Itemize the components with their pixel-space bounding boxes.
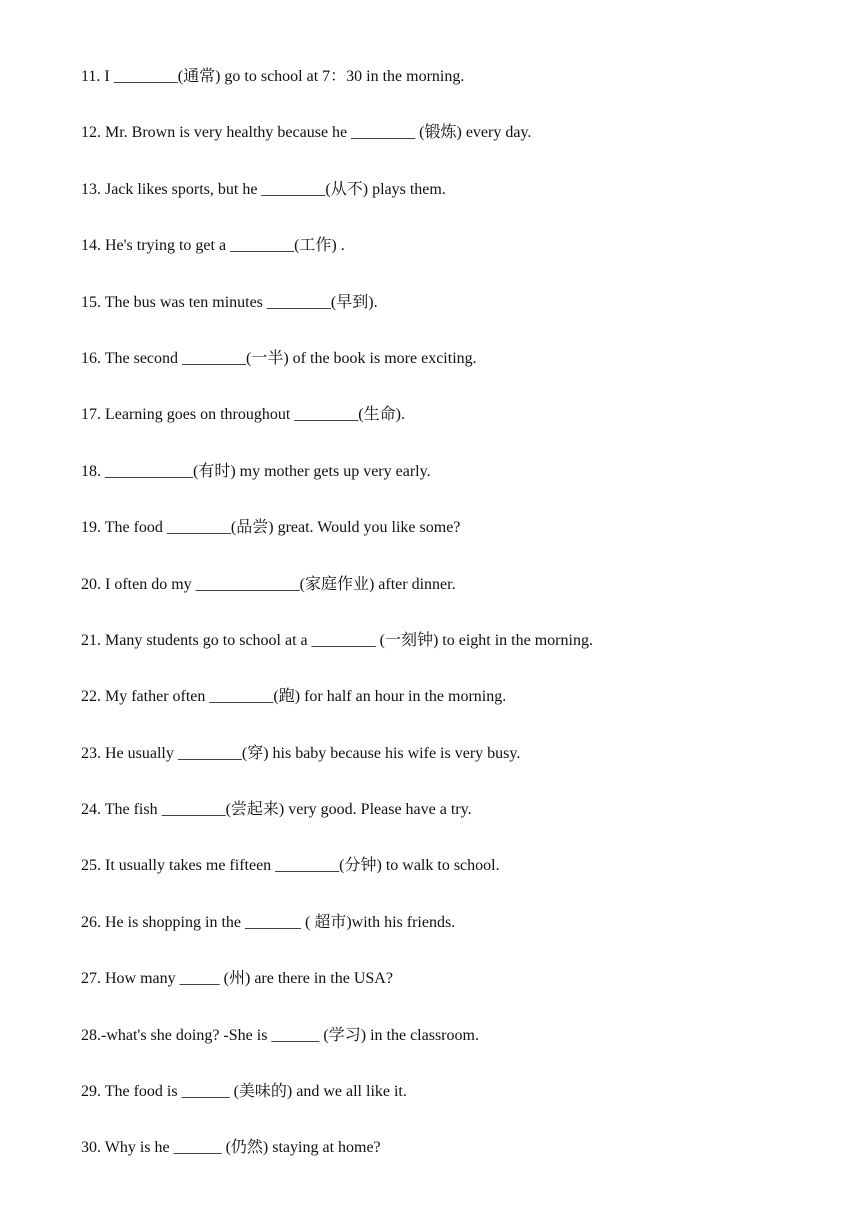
question-18: 18. ___________(有时) my mother gets up very early. (81, 462, 431, 480)
question-22: 22. My father often ________(跑) for half an hour in the morning. (81, 688, 507, 706)
question-11: 11. I ________(通常) go to school at 7：30 in the morning. (81, 68, 465, 85)
question-27: 27. How many _____ (州) are there in the USA? (81, 970, 393, 988)
question-17: 17. Learning goes on throughout ________(生命). (81, 406, 405, 424)
question-16: 16. The second ________(一半) of the book is more exciting. (81, 349, 477, 367)
question-23: 23. He usually ________(穿) his baby because his wife is very busy. (81, 744, 521, 762)
question-list (81, 66, 593, 1194)
question-28: 28.-what's she doing? -She is ______ (学习) in the classroom. (81, 1026, 479, 1044)
question-13: 13. Jack likes sports, but he ________(从不) plays them. (81, 180, 446, 198)
question-21: 21. Many students go to school at a ________ (一刻钟) to eight in the morning. (81, 631, 593, 649)
question-19: 19. The food ________(品尝) great. Would you like some? (81, 519, 461, 537)
question-24: 24. The fish ________(尝起来) very good. Please have a try. (81, 801, 472, 819)
question-12: 12. Mr. Brown is very healthy because he ________ (锻炼) every day. (81, 124, 532, 142)
question-29: 29. The food is ______ (美味的) and we all like it. (81, 1083, 407, 1101)
question-14: 14. He's trying to get a ________(工作) . (81, 237, 345, 255)
question-15: 15. The bus was ten minutes ________(早到). (81, 293, 378, 311)
question-30: 30. Why is he ______ (仍然) staying at home? (81, 1139, 381, 1157)
question-25: 25. It usually takes me fifteen ________(分钟) to walk to school. (81, 857, 500, 875)
question-20: 20. I often do my _____________(家庭作业) after dinner. (81, 575, 456, 593)
question-26: 26. He is shopping in the _______ ( 超市)with his friends. (81, 913, 456, 931)
